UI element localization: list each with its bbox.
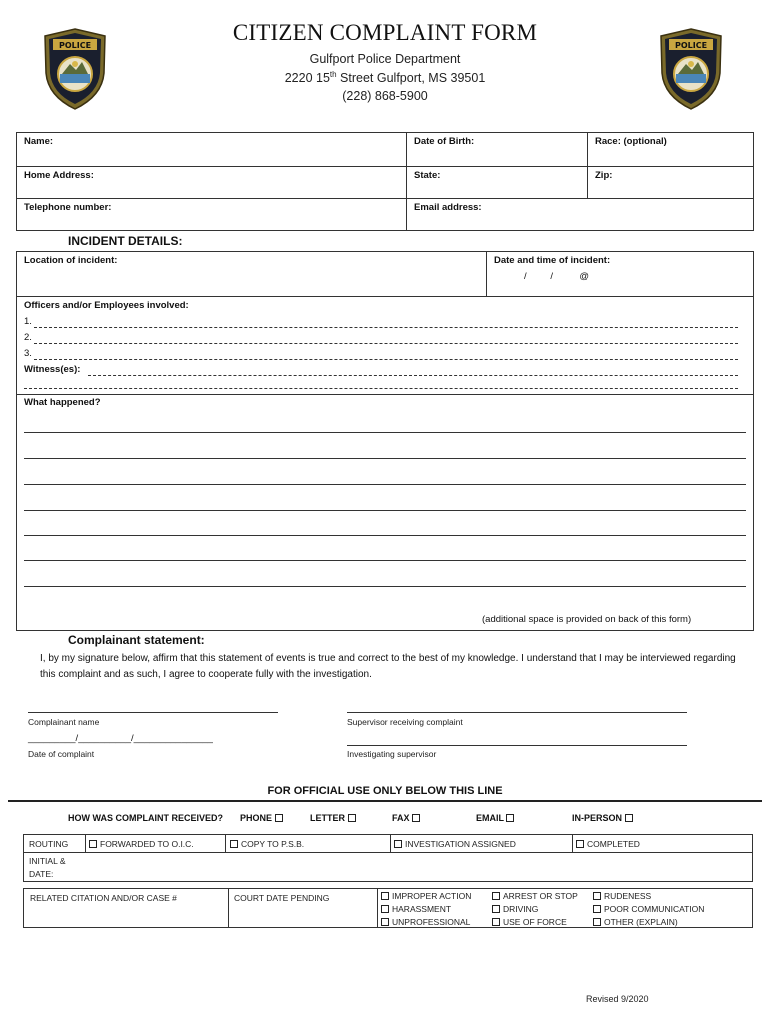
checkbox-icon[interactable] [593,892,601,900]
name-field-label: Name: [24,136,54,147]
received-letter-option[interactable]: LETTER [310,813,359,823]
revision-date: Revised 9/2020 [586,994,649,1004]
checkbox-icon[interactable] [492,905,500,913]
what-happened-line[interactable] [24,432,746,433]
what-happened-label: What happened? [24,397,101,408]
supervisor-receiving-label: Supervisor receiving complaint [347,717,463,727]
improper-action-option[interactable]: IMPROPER ACTION [381,891,471,901]
arrest-or-stop-option[interactable]: ARREST OR STOP [492,891,578,901]
statement-text: I, by my signature below, affirm that this statement of events is true and correct to the best of my knowledge. I understand that I may be interviewed regarding this complaint and as such, I agree to cooperate fully with the investigation. [40,653,736,680]
investigation-assigned-option[interactable]: INVESTIGATION ASSIGNED [394,839,516,849]
forwarded-oic-option[interactable]: FORWARDED TO O.I.C. [89,839,194,849]
incident-details-heading: INCIDENT DETAILS: [68,234,183,248]
incident-datetime-label: Date and time of incident: [494,255,611,266]
official-use-heading: FOR OFFICIAL USE ONLY BELOW THIS LINE [267,785,503,797]
received-phone-option[interactable]: PHONE [240,813,286,823]
dob-field-label: Date of Birth: [414,136,475,147]
checkbox-icon[interactable] [381,892,389,900]
what-happened-line[interactable] [24,484,746,485]
official-use-divider [8,800,762,802]
department-name: Gulfport Police Department [309,52,461,66]
investigating-supervisor-line[interactable] [347,745,687,746]
poor-communication-option[interactable]: POOR COMMUNICATION [593,904,704,914]
department-phone: (228) 868-5900 [342,89,428,103]
checkbox-icon[interactable] [275,814,283,822]
use-of-force-option[interactable]: USE OF FORCE [492,917,567,927]
date-of-complaint-field[interactable]: _________/__________/_______________ [28,733,213,744]
complainant-name-label: Complainant name [28,717,100,727]
what-happened-line[interactable] [24,560,746,561]
form-title: CITIZEN COMPLAINT FORM [232,20,538,45]
state-field-label: State: [414,170,441,181]
officers-label: Officers and/or Employees involved: [24,300,189,311]
checkbox-icon[interactable] [394,840,402,848]
checkbox-icon[interactable] [381,905,389,913]
checkbox-icon[interactable] [412,814,420,822]
checkbox-icon[interactable] [506,814,514,822]
investigating-supervisor-label: Investigating supervisor [347,749,437,759]
routing-label: ROUTING [29,839,69,849]
officer-line-3[interactable] [34,359,738,360]
witness-label: Witness(es): [24,364,81,375]
officer-line-2[interactable] [34,343,738,344]
additional-space-note: (additional space is provided on back of this form) [482,614,692,625]
what-happened-line[interactable] [24,535,746,536]
driving-option[interactable]: DRIVING [492,904,538,914]
what-happened-line[interactable] [24,510,746,511]
witness-line-2[interactable] [24,388,738,389]
badge-police-word: POLICE [58,41,92,50]
checkbox-icon[interactable] [593,918,601,926]
checkbox-icon[interactable] [348,814,356,822]
checkbox-icon[interactable] [492,918,500,926]
incident-datetime-format: / / @ [524,271,590,282]
witness-line-1[interactable] [88,375,738,376]
telephone-label: Telephone number: [24,202,112,213]
checkbox-icon[interactable] [576,840,584,848]
complainant-statement-heading: Complainant statement: [68,633,205,647]
received-in-person-option[interactable]: IN-PERSON [572,813,636,823]
badge-police-word: POLICE [674,41,708,50]
date-label: DATE: [29,869,54,879]
completed-option[interactable]: COMPLETED [576,839,640,849]
checkbox-icon[interactable] [593,905,601,913]
what-happened-line[interactable] [24,458,746,459]
received-email-option[interactable]: EMAIL [476,813,517,823]
email-field-label: Email address: [414,202,482,213]
date-of-complaint-label: Date of complaint [28,749,95,759]
harassment-option[interactable]: HARASSMENT [381,904,451,914]
department-address: 2220 15th Street Gulfport, MS 39501 [284,70,486,86]
officer-line-2-number: 2. [24,332,32,343]
home-address-label: Home Address: [24,170,94,181]
checkbox-icon[interactable] [625,814,633,822]
race-field-label: Race: (optional) [595,136,667,147]
supervisor-receiving-line[interactable] [347,712,687,713]
initial-label: INITIAL & [29,856,66,866]
received-fax-option[interactable]: FAX [392,813,423,823]
related-citation-label: RELATED CITATION AND/OR CASE # [30,893,177,903]
officer-line-1[interactable] [34,327,738,328]
officer-line-3-number: 3. [24,348,32,359]
location-label: Location of incident: [24,255,118,266]
copy-psb-option[interactable]: COPY TO P.S.B. [230,839,304,849]
checkbox-icon[interactable] [89,840,97,848]
checkbox-icon[interactable] [230,840,238,848]
other-explain-option[interactable]: OTHER (EXPLAIN) [593,917,678,927]
officer-line-1-number: 1. [24,316,32,327]
checkbox-icon[interactable] [381,918,389,926]
what-happened-line[interactable] [24,586,746,587]
zip-field-label: Zip: [595,170,613,181]
checkbox-icon[interactable] [492,892,500,900]
unprofessional-option[interactable]: UNPROFESSIONAL [381,917,470,927]
complainant-name-line[interactable] [28,712,278,713]
rudeness-option[interactable]: RUDENESS [593,891,651,901]
court-date-label: COURT DATE PENDING [234,893,330,903]
how-received-label: HOW WAS COMPLAINT RECEIVED? [68,813,223,823]
